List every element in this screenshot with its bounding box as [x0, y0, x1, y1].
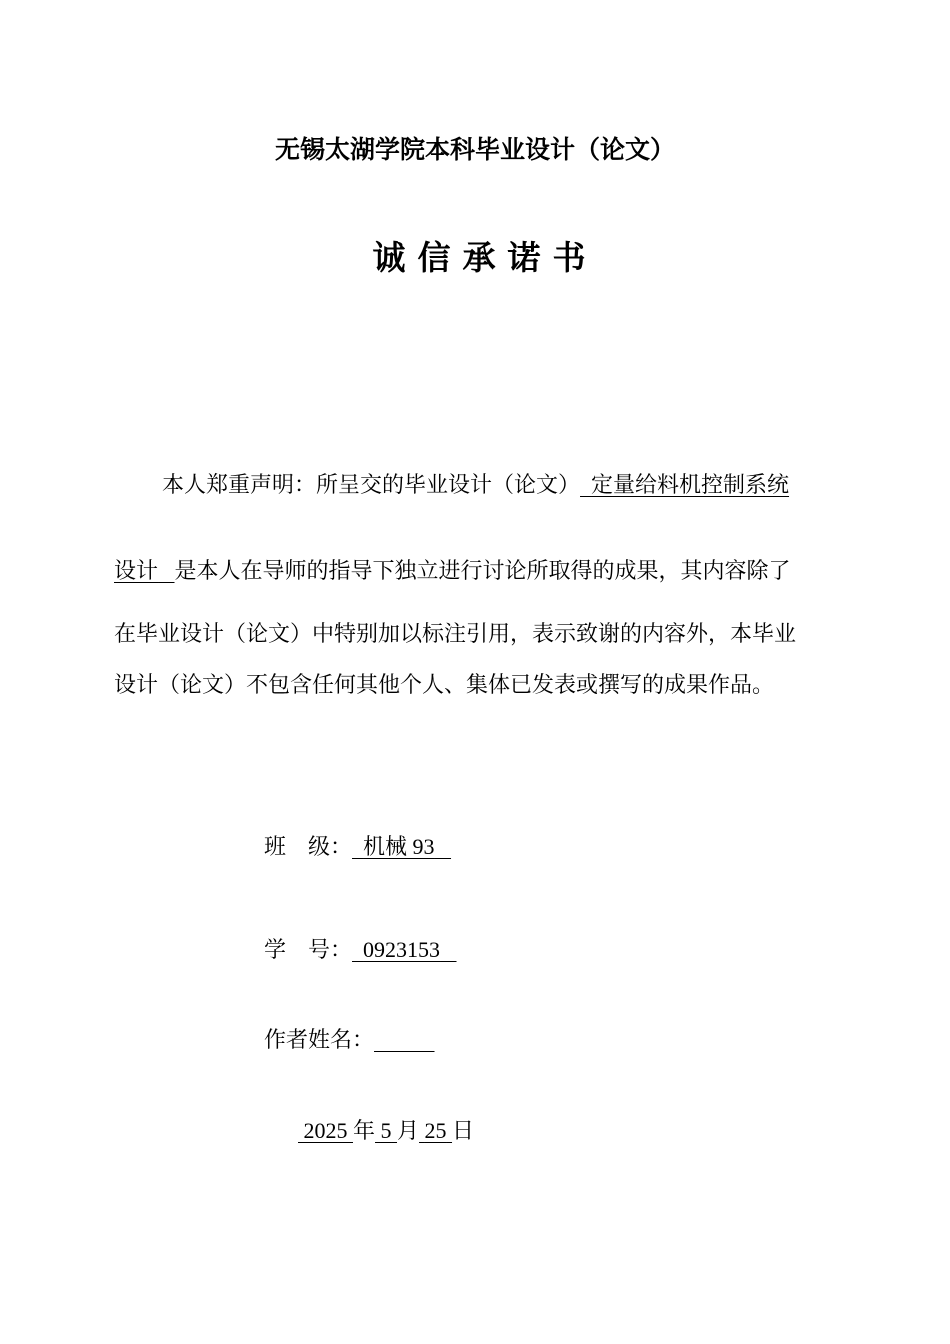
class-label: 班 级：	[264, 834, 353, 859]
student-id-field	[264, 935, 457, 965]
declaration-line-2	[114, 556, 791, 586]
date-day: 25	[424, 1118, 447, 1143]
student-id-label: 学 号：	[264, 937, 353, 962]
author-name-field	[264, 1025, 435, 1055]
signing-date	[298, 1116, 474, 1146]
declaration-line-1	[162, 470, 789, 500]
date-year-unit: 年	[353, 1118, 376, 1143]
class-value: 机械 93	[363, 834, 435, 859]
date-month-unit: 月	[397, 1118, 420, 1143]
class-field	[264, 832, 451, 862]
declaration-intro: 本人郑重声明：所呈交的毕业设计（论文）	[162, 472, 581, 497]
declaration-line-3: 在毕业设计（论文）中特别加以标注引用，表示致谢的内容外，本毕业	[114, 621, 797, 646]
author-name-blank	[374, 1027, 435, 1052]
date-month: 5	[380, 1118, 392, 1143]
document-title: 诚信承诺书	[372, 239, 598, 276]
date-year: 2025	[303, 1118, 348, 1143]
date-day-unit: 日	[452, 1118, 475, 1143]
declaration-line-4: 设计（论文）不包含任何其他个人、集体已发表或撰写的成果作品。	[114, 672, 775, 697]
student-id-value: 0923153	[363, 937, 441, 962]
thesis-topic-part-1: 定量给料机控制系统	[591, 472, 790, 497]
thesis-topic-part-2: 设计	[114, 558, 159, 583]
declaration-line-2-text: 是本人在导师的指导下独立进行讨论所取得的成果，其内容除了	[174, 558, 791, 583]
author-name-label: 作者姓名：	[264, 1027, 375, 1052]
school-title: 无锡太湖学院本科毕业设计（论文）	[274, 136, 675, 164]
